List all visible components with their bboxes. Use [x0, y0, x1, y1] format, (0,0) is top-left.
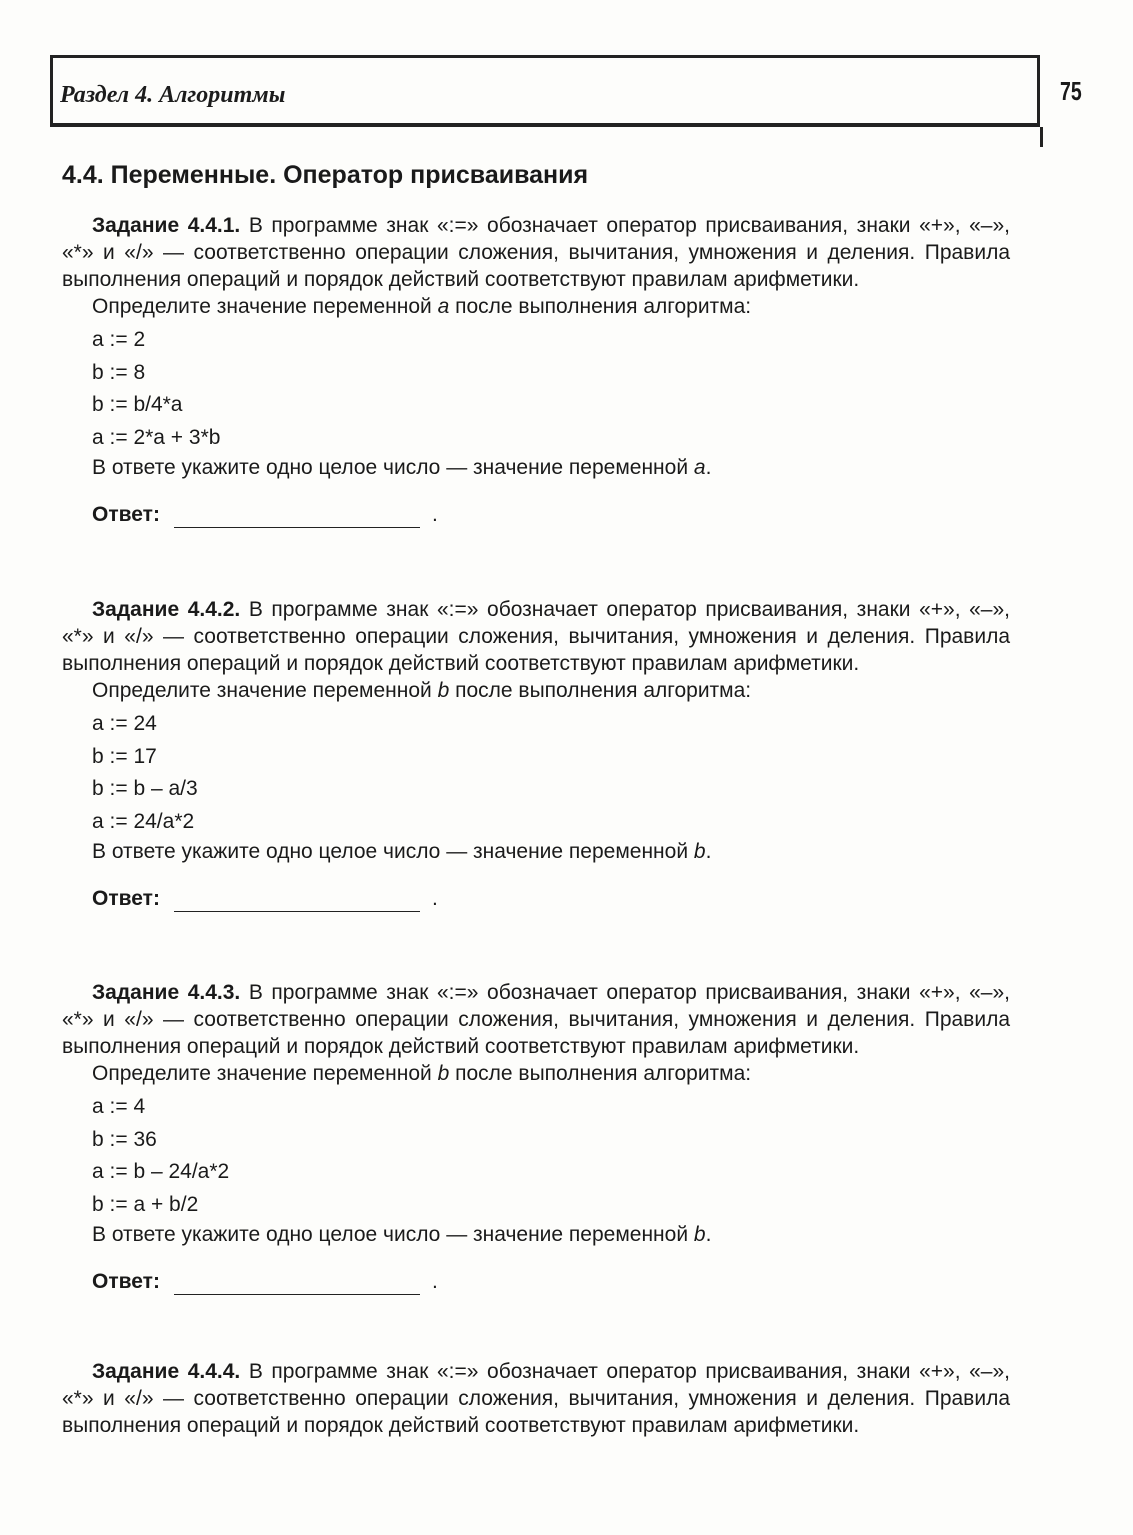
task-answer-instruction: В ответе укажите одно целое число — значение переменной b. — [92, 840, 712, 863]
task-intro-text: В программе знак «:=» обозначает оператор присваивания, знаки «+», «–», «*» и «/» — соответственно операции сложения, вычитания, умножения и деления. Правила выполнения операций и порядок действий соответствуют правилам арифметики. — [62, 981, 1011, 1058]
answer-blank[interactable] — [174, 889, 420, 912]
task-variable: b — [437, 679, 450, 702]
answer-label: Ответ: — [92, 1270, 160, 1293]
code-line: a := 4 — [92, 1095, 146, 1118]
task-intro-text: В программе знак «:=» обозначает оператор присваивания, знаки «+», «–», «*» и «/» — соответственно операции сложения, вычитания, умножения и деления. Правила выполнения операций и порядок действий соответствуют правилам арифметики. — [62, 598, 1011, 675]
task-label: Задание 4.4.3. — [92, 981, 241, 1004]
code-line: b := 17 — [92, 744, 157, 768]
code-line: a := 2 — [92, 328, 146, 351]
algorithm-code — [62, 324, 1010, 454]
task-4-4-1 — [62, 212, 1010, 528]
answer-blank[interactable] — [174, 1272, 420, 1295]
answer-row: Ответ: . — [92, 503, 438, 526]
task-4-4-4 — [62, 1358, 1010, 1439]
task-prompt: Определите значение переменной b после выполнения алгоритма: — [92, 679, 752, 702]
algorithm-code — [62, 1091, 1010, 1221]
code-line: b := b/4*a — [92, 393, 183, 416]
task-answer-instruction: В ответе укажите одно целое число — значение переменной b. — [92, 1223, 712, 1246]
task-4-4-3 — [62, 979, 1010, 1295]
task-answer-instruction: В ответе укажите одно целое число — значение переменной a. — [92, 456, 712, 479]
code-line: b := 36 — [92, 1127, 157, 1151]
answer-row: Ответ: . — [92, 1270, 438, 1293]
code-line: a := 24 — [92, 712, 157, 735]
task-prompt: Определите значение переменной a после выполнения алгоритма: — [92, 295, 752, 318]
section-title: 4.4. Переменные. Оператор присваивания — [62, 161, 589, 189]
task-label: Задание 4.4.2. — [92, 598, 241, 621]
algorithm-code — [62, 708, 1010, 838]
page-number: 75 — [1060, 76, 1082, 106]
section-header: Раздел 4. Алгоритмы — [60, 82, 286, 108]
task-label: Задание 4.4.4. — [92, 1360, 241, 1383]
task-prompt: Определите значение переменной b после выполнения алгоритма: — [92, 1062, 752, 1085]
code-line: a := 2*a + 3*b — [92, 425, 221, 449]
code-line: a := 24/a*2 — [92, 809, 195, 833]
task-variable: b — [437, 1062, 450, 1085]
task-intro — [62, 979, 1010, 1060]
code-line: b := 8 — [92, 360, 146, 384]
task-4-4-2 — [62, 596, 1010, 912]
task-intro — [62, 596, 1010, 677]
code-line: a := b – 24/a*2 — [92, 1160, 230, 1183]
header-rule — [1040, 127, 1043, 147]
answer-label: Ответ: — [92, 887, 160, 910]
task-intro-text: В программе знак «:=» обозначает оператор присваивания, знаки «+», «–», «*» и «/» — соответственно операции сложения, вычитания, умножения и деления. Правила выполнения операций и порядок действий соответствуют правилам арифметики. — [62, 214, 1011, 291]
task-intro-text: В программе знак «:=» обозначает оператор присваивания, знаки «+», «–», «*» и «/» — соответственно операции сложения, вычитания, умножения и деления. Правила выполнения операций и порядок действий соответствуют правилам арифметики. — [62, 1360, 1011, 1437]
task-intro — [62, 212, 1010, 293]
task-variable: a — [437, 295, 450, 318]
task-label: Задание 4.4.1. — [92, 214, 241, 237]
task-intro — [62, 1358, 1010, 1439]
answer-blank[interactable] — [174, 505, 420, 528]
answer-row: Ответ: . — [92, 887, 438, 910]
answer-label: Ответ: — [92, 503, 160, 526]
code-line: b := b – a/3 — [92, 777, 198, 800]
code-line: b := a + b/2 — [92, 1192, 199, 1216]
